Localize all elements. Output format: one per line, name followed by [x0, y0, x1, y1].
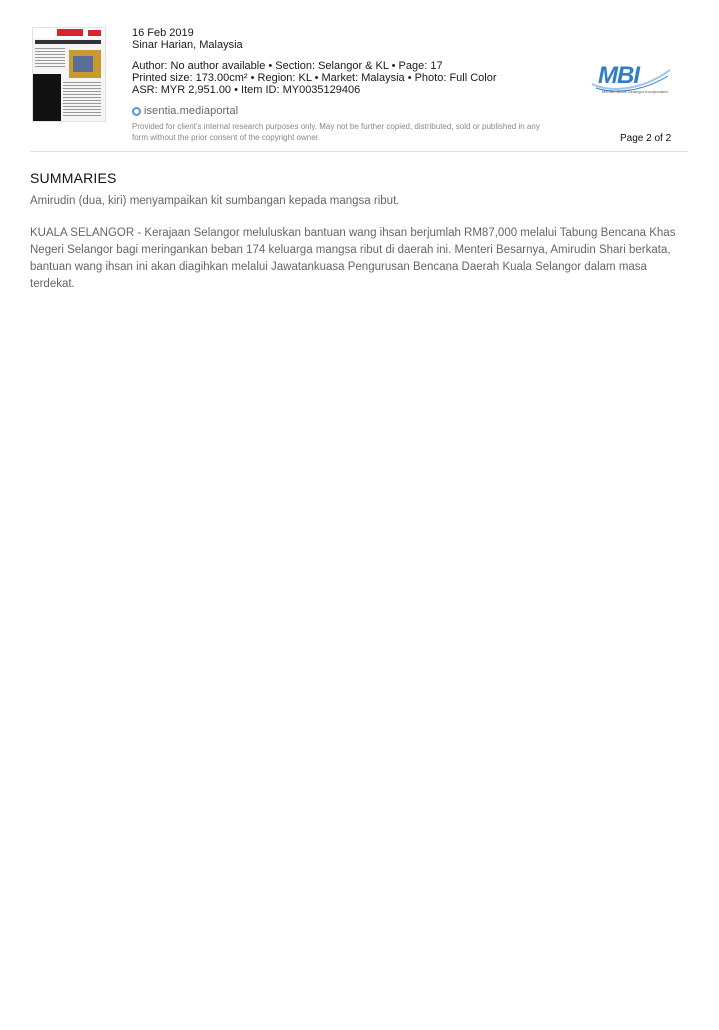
client-logo-wordmark: MBI: [598, 62, 639, 89]
copyright-disclaimer: Provided for client's internal research purposes only. May not be further copied, distributed, sold or published in any form without the prior consent of the copyright owner.: [132, 122, 540, 142]
meta-author-section: Author: No author available • Section: Selangor & KL • Page: 17: [132, 60, 443, 72]
publication-name: Sinar Harian, Malaysia: [132, 39, 243, 51]
page-indicator: Page 2 of 2: [620, 133, 672, 144]
article-metadata: [132, 27, 572, 96]
photo-caption: Amirudin (dua, kiri) menyampaikan kit sumbangan kepada mangsa ribut.: [30, 195, 400, 207]
section-heading: SUMMARIES: [30, 170, 117, 186]
summary-body: KUALA SELANGOR - Kerajaan Selangor meluluskan bantuan wang ihsan berjumlah RM87,000 melalui Tabung Bencana Khas Negeri Selangor bagi meringankan beban 174 keluarga mangsa ribut di daerah ini. Menteri Besarnya, Amirudin Shari berkata, bantuan wang ihsan ini akan diagihkan melalui Jawatankuasa Pengurusan Bencana Daerah Kuala Selangor dalam masa terdekat.: [30, 227, 676, 290]
client-logo-subtext: Menteri Besar Selangor Incorporated: [602, 89, 668, 94]
meta-printed-size: Printed size: 173.00cm² • Region: KL • Market: Malaysia • Photo: Full Color: [132, 72, 497, 84]
meta-asr-item-id: ASR: MYR 2,951.00 • Item ID: MY0035129406: [132, 84, 361, 96]
clipping-thumbnail[interactable]: [32, 27, 106, 122]
header-divider: [30, 151, 688, 152]
document-header: [0, 0, 719, 152]
article-date: 16 Feb 2019: [132, 27, 194, 39]
client-logo: [590, 62, 674, 98]
thumbnail-masthead: [57, 29, 83, 36]
isentia-logo-icon: [132, 107, 141, 116]
provider-logo: [132, 104, 238, 118]
provider-logo-text: isentia.mediaportal: [144, 105, 239, 117]
